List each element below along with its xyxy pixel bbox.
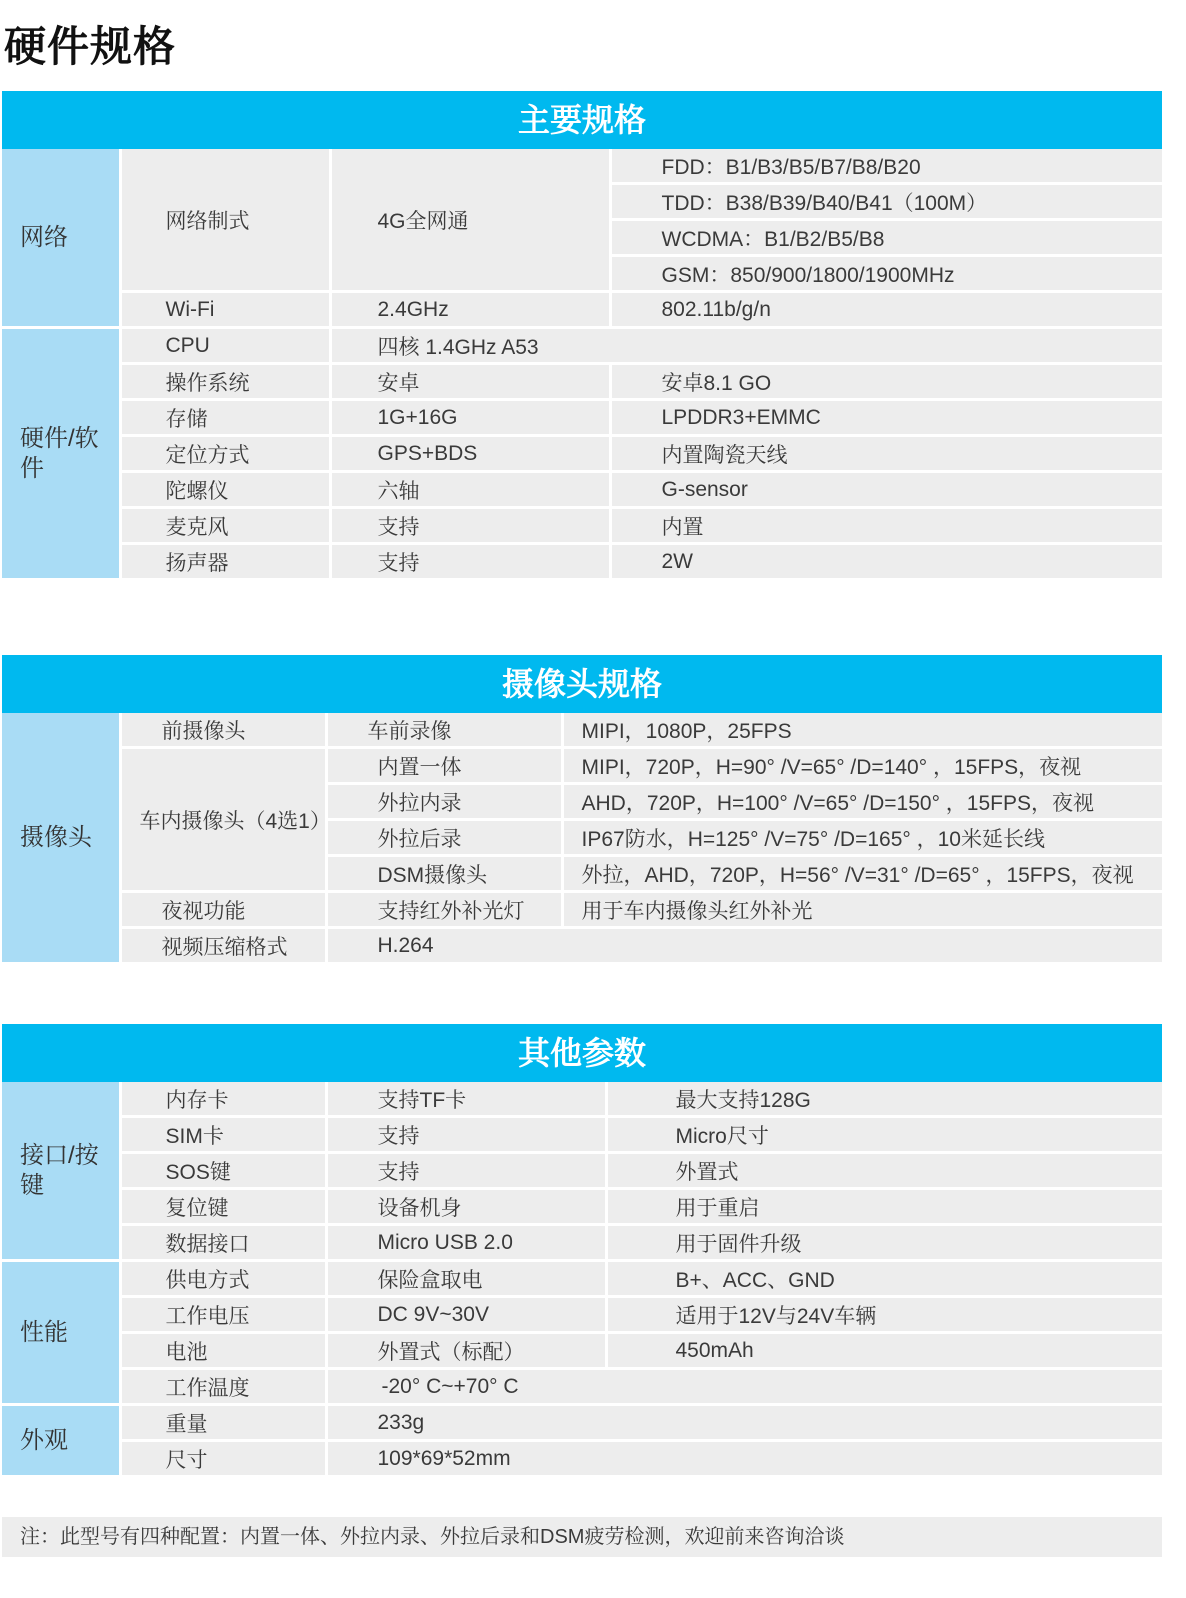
row-extra: 外置式 <box>606 1153 1162 1189</box>
row-value: 支持红外补光灯 <box>326 892 562 928</box>
table-row <box>2 1333 1162 1369</box>
category-interfaces: 接口/按键 <box>2 1082 120 1261</box>
row-extra: 802.11b/g/n <box>610 292 1162 328</box>
row-extra: 最大支持128G <box>606 1082 1162 1117</box>
footnote: 注：此型号有四种配置：内置一体、外拉内录、外拉后录和DSM疲劳检测，欢迎前来咨询洽谈 <box>2 1517 1162 1557</box>
row-label: 内存卡 <box>120 1082 326 1117</box>
table-row <box>2 928 1162 964</box>
table-row <box>2 292 1162 328</box>
page-title: 硬件规格 <box>4 22 177 71</box>
row-extra: 内置陶瓷天线 <box>610 436 1162 472</box>
row-label: 重量 <box>120 1405 326 1441</box>
category-hardware: 硬件/软件 <box>2 328 120 580</box>
row-extra: 用于固件升级 <box>606 1225 1162 1261</box>
row-label: 夜视功能 <box>120 892 326 928</box>
row-value: 233g <box>326 1405 1162 1441</box>
row-value: 2.4GHz <box>330 292 610 328</box>
row-label: Wi-Fi <box>120 292 330 328</box>
row-value: 六轴 <box>330 472 610 508</box>
row-value: 支持 <box>326 1117 606 1153</box>
table-row <box>2 1117 1162 1153</box>
row-label: 网络制式 <box>120 149 330 292</box>
row-value: 内置一体 <box>326 748 562 784</box>
row-value: 外拉后录 <box>326 820 562 856</box>
row-extra: G-sensor <box>610 472 1162 508</box>
row-value: 安卓 <box>330 364 610 400</box>
row-value: DSM摄像头 <box>326 856 562 892</box>
row-label-inner-camera: 车内摄像头（4选1） <box>120 748 326 892</box>
row-value: 外拉内录 <box>326 784 562 820</box>
row-value: 支持 <box>326 1153 606 1189</box>
row-label: 工作温度 <box>120 1369 326 1405</box>
row-label: 扬声器 <box>120 544 330 580</box>
row-label: SIM卡 <box>120 1117 326 1153</box>
table-row <box>2 364 1162 400</box>
row-value: 外置式（标配） <box>326 1333 606 1369</box>
row-value: DC 9V~30V <box>326 1297 606 1333</box>
row-value: GPS+BDS <box>330 436 610 472</box>
row-value: 设备机身 <box>326 1189 606 1225</box>
row-extra: Micro尺寸 <box>606 1117 1162 1153</box>
table-row <box>2 472 1162 508</box>
table-row <box>2 1405 1162 1441</box>
other-spec-section <box>2 1024 1162 1478</box>
row-extra: 外拉，AHD，720P，H=56° /V=31° /D=65° ，15FPS，夜视 <box>562 856 1162 892</box>
row-value: 车前录像 <box>326 713 562 748</box>
row-label: CPU <box>120 328 330 364</box>
main-spec-section <box>2 91 1162 581</box>
row-value: H.264 <box>326 928 1162 964</box>
table-row <box>2 1297 1162 1333</box>
category-performance: 性能 <box>2 1261 120 1405</box>
table-row <box>2 400 1162 436</box>
row-extra: B+、ACC、GND <box>606 1261 1162 1297</box>
table-row <box>2 149 1162 184</box>
band-gsm: GSM：850/900/1800/1900MHz <box>610 256 1162 292</box>
table-row <box>2 1261 1162 1297</box>
row-extra: 450mAh <box>606 1333 1162 1369</box>
row-value: 支持 <box>330 508 610 544</box>
table-row <box>2 508 1162 544</box>
table-row <box>2 328 1162 364</box>
row-extra: 安卓8.1 GO <box>610 364 1162 400</box>
main-spec-table <box>2 149 1162 581</box>
row-label: 视频压缩格式 <box>120 928 326 964</box>
row-extra: 用于车内摄像头红外补光 <box>562 892 1162 928</box>
section-header-other: 其他参数 <box>2 1024 1162 1082</box>
row-extra: 用于重启 <box>606 1189 1162 1225</box>
table-row <box>2 1369 1162 1405</box>
row-label: SOS键 <box>120 1153 326 1189</box>
table-row <box>2 748 1162 784</box>
other-spec-table <box>2 1082 1162 1478</box>
row-label: 定位方式 <box>120 436 330 472</box>
table-row <box>2 1441 1162 1477</box>
row-label: 存储 <box>120 400 330 436</box>
row-value: 4G全网通 <box>330 149 610 292</box>
table-row <box>2 1082 1162 1117</box>
row-label: 电池 <box>120 1333 326 1369</box>
row-label: 麦克风 <box>120 508 330 544</box>
row-label: 工作电压 <box>120 1297 326 1333</box>
row-value: 保险盒取电 <box>326 1261 606 1297</box>
row-label: 复位键 <box>120 1189 326 1225</box>
category-network: 网络 <box>2 149 120 328</box>
row-label: 供电方式 <box>120 1261 326 1297</box>
camera-spec-table <box>2 713 1162 965</box>
section-header-camera: 摄像头规格 <box>2 655 1162 713</box>
table-row <box>2 1153 1162 1189</box>
row-label: 数据接口 <box>120 1225 326 1261</box>
row-value: 1G+16G <box>330 400 610 436</box>
table-row <box>2 1189 1162 1225</box>
band-tdd: TDD：B38/B39/B40/B41（100M） <box>610 184 1162 220</box>
row-extra: LPDDR3+EMMC <box>610 400 1162 436</box>
row-value: 四核 1.4GHz A53 <box>330 328 1162 364</box>
row-extra: MIPI，1080P，25FPS <box>562 713 1162 748</box>
camera-spec-section <box>2 655 1162 965</box>
row-extra: AHD，720P，H=100° /V=65° /D=150° ，15FPS，夜视 <box>562 784 1162 820</box>
table-row <box>2 713 1162 748</box>
row-extra: MIPI，720P，H=90° /V=65° /D=140° ，15FPS，夜视 <box>562 748 1162 784</box>
row-label: 操作系统 <box>120 364 330 400</box>
row-value: -20° C~+70° C <box>326 1369 1162 1405</box>
table-row <box>2 892 1162 928</box>
table-row <box>2 436 1162 472</box>
band-wcdma: WCDMA：B1/B2/B5/B8 <box>610 220 1162 256</box>
row-extra: 2W <box>610 544 1162 580</box>
table-row <box>2 544 1162 580</box>
row-value: 支持TF卡 <box>326 1082 606 1117</box>
table-row <box>2 1225 1162 1261</box>
row-value: Micro USB 2.0 <box>326 1225 606 1261</box>
row-extra: 内置 <box>610 508 1162 544</box>
row-extra: IP67防水，H=125° /V=75° /D=165° ，10米延长线 <box>562 820 1162 856</box>
band-fdd: FDD：B1/B3/B5/B7/B8/B20 <box>610 149 1162 184</box>
category-camera: 摄像头 <box>2 713 120 964</box>
row-extra: 适用于12V与24V车辆 <box>606 1297 1162 1333</box>
category-appearance: 外观 <box>2 1405 120 1477</box>
row-label: 前摄像头 <box>120 713 326 748</box>
row-value: 支持 <box>330 544 610 580</box>
row-label: 陀螺仪 <box>120 472 330 508</box>
row-value: 109*69*52mm <box>326 1441 1162 1477</box>
section-header-main: 主要规格 <box>2 91 1162 149</box>
row-label: 尺寸 <box>120 1441 326 1477</box>
